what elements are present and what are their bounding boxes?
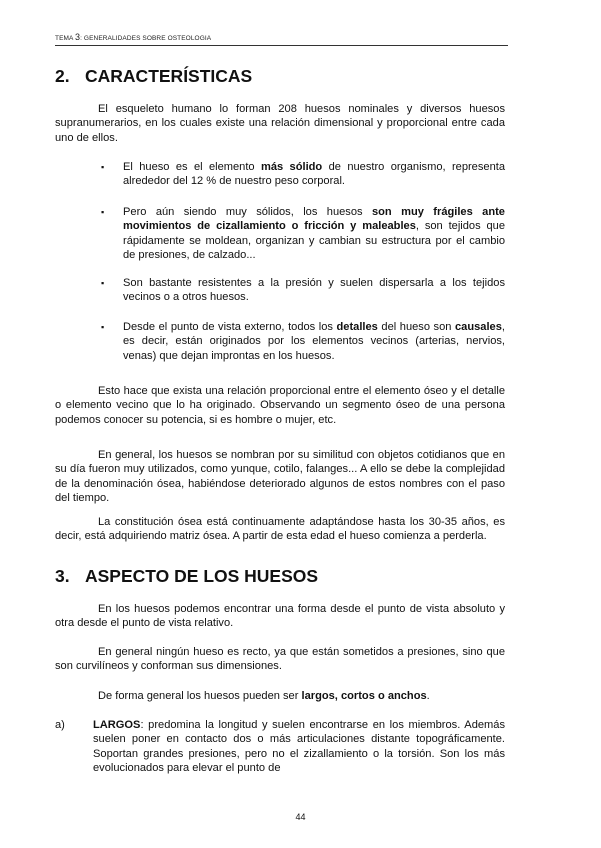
bullet-item-4 [101, 320, 505, 363]
bullet-marker: ▪ [101, 207, 105, 217]
header-number: 3 [75, 32, 81, 42]
bullet-4-bold-2: causales [455, 321, 502, 333]
header-rest: : GENERALIDADES SOBRE OSTEOLOGIA [80, 35, 212, 42]
section-3-number: 3. [55, 566, 70, 586]
section-2-title: CARACTERÍSTICAS [85, 66, 253, 86]
paragraph-intro: El esqueleto humano lo forman 208 huesos nominales y diversos huesos supranumerarios, en los cuales existe una relación dimensional y proporcional entre cada uno de ellos. [55, 103, 505, 144]
bullet-1-text-b: de nuestro organismo, representa alrededor del 12 % de nuestro peso corporal. [123, 161, 505, 188]
section-3-title: ASPECTO DE LOS HUESOS [85, 566, 319, 586]
section-2-heading [55, 66, 252, 87]
list-item-a-label: a) [55, 719, 65, 731]
bullet-4-text-a: Desde el punto de vista externo, todos los [123, 321, 337, 333]
page-number: 44 [295, 812, 306, 822]
section-2-number: 2. [55, 66, 70, 86]
bullet-item-2 [101, 205, 506, 262]
paragraph-names: En general, los huesos se nombran por su similitud con objetos cotidianos que en su día fueron muy utilizados, como yunque, cotilo, falanges... A ello se debe la complejidad de la denominación ósea, habiéndose deteriorado algunos de estos nombres con el paso del tiempo. [55, 449, 505, 504]
bullet-marker: ▪ [101, 322, 105, 332]
section-3-heading [55, 566, 318, 587]
list-item-a [55, 718, 505, 775]
bullet-2-text-b: , son tejidos que rápidamente se moldean, organizan y cambian su estructura por el cambio de presiones, de calzado... [123, 220, 506, 261]
bullet-marker: ▪ [101, 278, 105, 288]
bullet-item-1 [101, 160, 505, 189]
paragraph-proportion: Esto hace que exista una relación proporcional entre el elemento óseo y el detalle o elemento vecino que lo ha originado. Observando un segmento óseo de una persona podemos conocer su potencia, si es hombre o mujer, etc. [55, 385, 505, 426]
list-item-a-bold: LARGOS [93, 719, 141, 731]
paragraph-constitution: La constitución ósea está continuamente adaptándose hasta los 30-35 años, es decir, está adquiriendo matriz ósea. A partir de esta edad el hueso comienza a perderla. [55, 516, 505, 543]
types-bold: largos, cortos o anchos [301, 690, 427, 702]
bullet-4-bold-1: detalles [336, 321, 378, 333]
paragraph-types [55, 689, 505, 703]
types-text-b: . [426, 690, 430, 702]
bullet-2-bold: son muy frágiles ante movimientos de cizallamiento o fricción y maleables [123, 206, 505, 233]
types-text-a: De forma general los huesos pueden ser [98, 690, 302, 702]
bullet-1-text-a: El hueso es el elemento [123, 161, 261, 173]
bullet-1-bold: más sólido [260, 161, 323, 173]
running-header [55, 32, 508, 46]
list-item-a-text: : predomina la longitud y suelen encontrarse en los miembros. Además suelen poner en contacto dos o más articulaciones distante topográficamente. Soportan grandes presiones, pero no el zizallamiento o la torsión. Son los más evolucionados para elevar el punto de [93, 719, 505, 774]
bullet-4-text-c: , es decir, están originados por los elementos vecinos (arterias, nervios, venas) que dejan improntas en los huesos. [123, 321, 505, 362]
bullet-marker: ▪ [101, 162, 105, 172]
paragraph-curvilinear: En general ningún hueso es recto, ya que están sometidos a presiones, sino que son curvilíneos y conforman sus dimensiones. [55, 646, 505, 673]
paragraph-forms: En los huesos podemos encontrar una forma desde el punto de vista absoluto y otra desde el punto de vista relativo. [55, 603, 505, 630]
bullet-4-text-b: del hueso son [377, 321, 456, 333]
header-prefix: TEMA [55, 35, 76, 42]
bullet-2-text-a: Pero aún siendo muy sólidos, los huesos [123, 206, 372, 218]
bullet-3-text: Son bastante resistentes a la presión y suelen dispersarla a los tejidos vecinos o a otros huesos. [123, 277, 505, 304]
bullet-item-3 [101, 276, 505, 305]
